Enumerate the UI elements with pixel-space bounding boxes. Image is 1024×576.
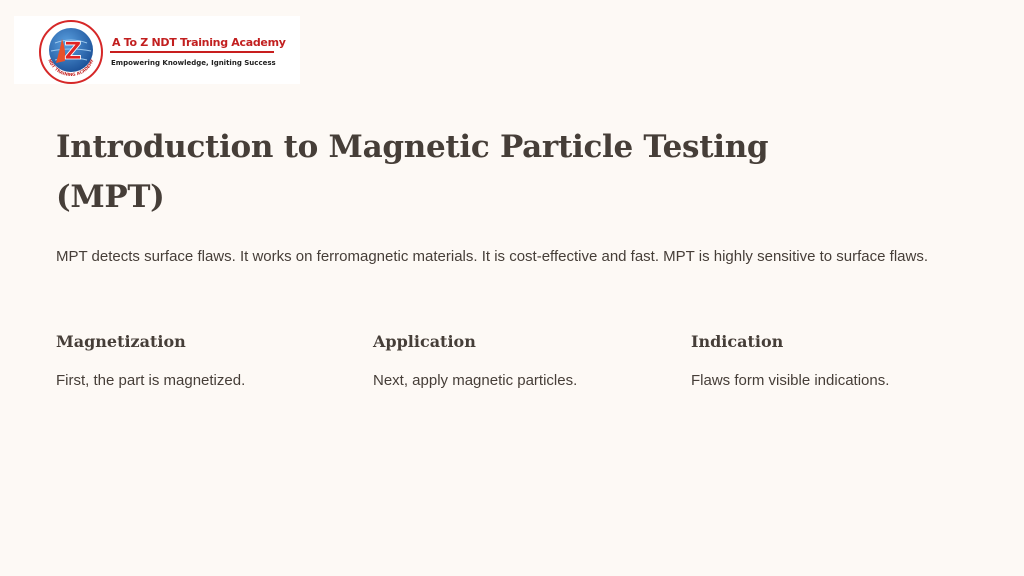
page-title: Introduction to Magnetic Particle Testing (MPT) (56, 129, 769, 215)
emblem-letter: Z (64, 37, 82, 65)
step-heading: Indication (691, 332, 784, 351)
step-text: Flaws form visible indications. (691, 372, 890, 389)
logo (14, 16, 300, 84)
step-heading: Application (373, 332, 476, 351)
emblem-ring-text: NDT TRAINING ACADEMY (47, 58, 95, 78)
academy-emblem-icon (38, 19, 104, 85)
step-application (373, 330, 673, 392)
step-text: Next, apply magnetic particles. (373, 372, 578, 389)
step-heading: Magnetization (56, 332, 186, 351)
step-indication (691, 330, 991, 392)
step-text: First, the part is magnetized. (56, 372, 246, 389)
logo-title: A To Z NDT Training Academy (110, 35, 274, 53)
step-magnetization (56, 330, 356, 392)
intro-text: MPT detects surface flaws. It works on ferromagnetic materials. It is cost-effective and fast. MPT is highly sensitive to surface flaws. (56, 248, 928, 265)
logo-tagline: Empowering Knowledge, Igniting Success (111, 59, 276, 67)
